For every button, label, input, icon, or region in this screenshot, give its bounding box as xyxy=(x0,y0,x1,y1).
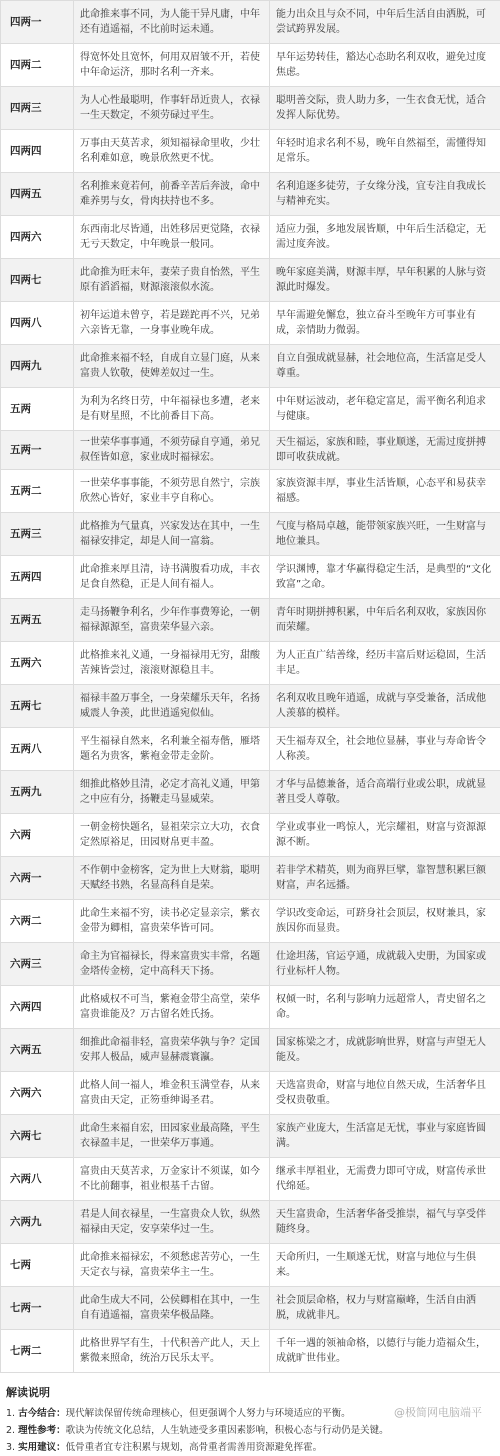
row-weight-cell: 六两二 xyxy=(1,900,74,943)
table-row xyxy=(1,431,500,470)
row-weight-cell: 五两一 xyxy=(1,431,74,470)
table-row xyxy=(1,986,500,1029)
table-row xyxy=(1,302,500,345)
table-row xyxy=(1,642,500,685)
row-verse-cell: 此命推来事不同，为人能干异凡庸，中年还有逍遥福，不比前时运未通。 xyxy=(74,1,270,44)
row-verse-cell: 一朝金榜快题名，显祖荣宗立大功，衣食定然原裕足，田园财帛更丰盈。 xyxy=(74,814,270,857)
row-interpretation-cell: 天选富贵命，财富与地位自然天成，生活奢华且受权贵敬重。 xyxy=(270,1072,500,1115)
row-verse-cell: 福禄丰盈万事全，一身荣耀乐天年，名扬威震人争羡，此世逍遥宛似仙。 xyxy=(74,685,270,728)
note-label: 古今结合 xyxy=(18,1408,56,1419)
row-weight-cell: 四两一 xyxy=(1,1,74,44)
row-weight-cell: 六两八 xyxy=(1,1158,74,1201)
note-number: 1. xyxy=(6,1408,15,1419)
row-verse-cell: 此格推为气量真，兴家发达在其中，一生福禄安排定，却是人间一富翁。 xyxy=(74,513,270,556)
table-row xyxy=(1,814,500,857)
row-weight-cell: 六两 xyxy=(1,814,74,857)
row-interpretation-cell: 聪明善交际，贵人助力多，一生衣食无忧，适合发挥人际优势。 xyxy=(270,87,500,130)
row-verse-cell: 万事由天莫苦求，须知福禄命里收，少壮名利难如意，晚景欣然更不忧。 xyxy=(74,130,270,173)
table-row xyxy=(1,1115,500,1158)
table-row xyxy=(1,1287,500,1330)
table-row xyxy=(1,685,500,728)
row-weight-cell: 五两七 xyxy=(1,685,74,728)
row-interpretation-cell: 晚年家庭美满，财源丰厚，早年积累的人脉与资源此时爆发。 xyxy=(270,259,500,302)
row-verse-cell: 细推此命福非轻，富贵荣华孰与争？定国安邦人极品，威声显赫震寰瀛。 xyxy=(74,1029,270,1072)
row-interpretation-cell: 中年财运波动，老年稳定富足，需平衡名利追求与健康。 xyxy=(270,388,500,431)
row-verse-cell: 此格人间一福人，堆金积玉满堂春，从来富贵由天定，正笏垂绅谒圣君。 xyxy=(74,1072,270,1115)
row-weight-cell: 四两九 xyxy=(1,345,74,388)
row-interpretation-cell: 家族资源丰厚，事业生活皆顺，心态平和易获幸福感。 xyxy=(270,470,500,513)
table-row xyxy=(1,1244,500,1287)
note-label: 理性参考 xyxy=(18,1425,56,1436)
note-number: 3. xyxy=(6,1442,15,1453)
table-row xyxy=(1,216,500,259)
row-verse-cell: 此命生成大不同，公侯卿相在其中，一生自有逍遥福，富贵荣华极品隆。 xyxy=(74,1287,270,1330)
row-interpretation-cell: 若非学术精英，则为商界巨擘，靠智慧积累巨额财富，声名远播。 xyxy=(270,857,500,900)
table-row xyxy=(1,771,500,814)
row-interpretation-cell: 学识改变命运，可跻身社会顶层，权财兼具，家族因你而显贵。 xyxy=(270,900,500,943)
row-weight-cell: 四两四 xyxy=(1,130,74,173)
row-verse-cell: 君是人间衣禄星，一生富贵众人钦，纵然福禄由天定，安享荣华过一生。 xyxy=(74,1201,270,1244)
row-weight-cell: 五两 xyxy=(1,388,74,431)
row-verse-cell: 此命推来福不轻，自成自立显门庭，从来富贵人钦敬，使婢差奴过一生。 xyxy=(74,345,270,388)
table-row xyxy=(1,130,500,173)
row-verse-cell: 此命推来福禄宏，不须愁虑苦劳心，一生天定衣与禄，富贵荣华主一生。 xyxy=(74,1244,270,1287)
row-interpretation-cell: 早年需避免懈怠，独立奋斗至晚年方可事业有成，亲情助力微弱。 xyxy=(270,302,500,345)
table-row xyxy=(1,345,500,388)
row-verse-cell: 为人心性最聪明，作事轩昂近贵人，衣禄一生天数定，不须劳碌过平生。 xyxy=(74,87,270,130)
note-item: 2. 理性参考：歌诀为传统文化总结，人生轨迹受多重因素影响，积极心态与行动仍是关键。 xyxy=(6,1422,492,1439)
table-row xyxy=(1,513,500,556)
row-interpretation-cell: 天生福运，家族和睦，事业顺遂，无需过度拼搏即可收获成就。 xyxy=(270,431,500,470)
table-row xyxy=(1,943,500,986)
table-body xyxy=(1,1,500,1373)
row-verse-cell: 为利为名终日劳，中年福禄也多遭，老来是有财星照，不比前番目下高。 xyxy=(74,388,270,431)
table-row xyxy=(1,900,500,943)
table-row xyxy=(1,1,500,44)
table-row xyxy=(1,1201,500,1244)
row-weight-cell: 四两三 xyxy=(1,87,74,130)
row-weight-cell: 六两四 xyxy=(1,986,74,1029)
row-weight-cell: 六两五 xyxy=(1,1029,74,1072)
notes-title: 解读说明 xyxy=(6,1384,492,1401)
row-interpretation-cell: 仕途坦荡，官运亨通，成就载入史册，为国家或行业标杆人物。 xyxy=(270,943,500,986)
note-text: 歌诀为传统文化总结，人生轨迹受多重因素影响，积极心态与行动仍是关键。 xyxy=(66,1425,389,1436)
row-verse-cell: 名利推来竟若何，前番辛苦后奔波，命中难养男与女，骨肉扶持也不多。 xyxy=(74,173,270,216)
table-row xyxy=(1,556,500,599)
row-weight-cell: 四两五 xyxy=(1,173,74,216)
row-verse-cell: 平生福禄自然来，名利兼全福寿偕，雁塔题名为贵客，紫袍金带走金阶。 xyxy=(74,728,270,771)
row-interpretation-cell: 继承丰厚祖业，无需费力即可守成，财富传承世代绵延。 xyxy=(270,1158,500,1201)
table-row xyxy=(1,173,500,216)
row-verse-cell: 此命推来厚且清，诗书满腹看功成，丰衣足食自然稳，正是人间有福人。 xyxy=(74,556,270,599)
note-text: 现代解读保留传统命理核心，但更强调个人努力与环境适应的平衡。 xyxy=(66,1408,351,1419)
row-interpretation-cell: 适应力强，多地发展皆顺，中年后生活稳定，无需过度奔波。 xyxy=(270,216,500,259)
row-interpretation-cell: 名利双收且晚年逍遥，成就与享受兼备，活成他人羡慕的模样。 xyxy=(270,685,500,728)
row-verse-cell: 细推此格妙且清，必定才高礼义通，甲第之中应有分，扬鞭走马显威荣。 xyxy=(74,771,270,814)
row-verse-cell: 此命推为旺末年，妻荣子贵自怡然，平生原有滔滔福，财源滚滚似水流。 xyxy=(74,259,270,302)
row-weight-cell: 五两二 xyxy=(1,470,74,513)
row-weight-cell: 六两六 xyxy=(1,1072,74,1115)
row-verse-cell: 此格世界罕有生，十代积善产此人，天上紫微来照命，统治万民乐太平。 xyxy=(74,1330,270,1373)
row-verse-cell: 此命生来福不穷，读书必定显亲宗，紫衣金带为卿相，富贵荣华皆可同。 xyxy=(74,900,270,943)
note-number: 2. xyxy=(6,1425,15,1436)
row-interpretation-cell: 国家栋梁之才，成就影响世界，财富与声望无人能及。 xyxy=(270,1029,500,1072)
row-interpretation-cell: 自立自强成就显赫，社会地位高，生活富足受人尊重。 xyxy=(270,345,500,388)
row-weight-cell: 六两七 xyxy=(1,1115,74,1158)
row-interpretation-cell: 学业或事业一鸣惊人，光宗耀祖，财富与资源源源不断。 xyxy=(270,814,500,857)
row-verse-cell: 不作朝中金榜客，定为世上大财翁，聪明天赋经书熟，名显高科自是荣。 xyxy=(74,857,270,900)
note-label: 实用建议 xyxy=(18,1442,56,1453)
row-verse-cell: 一世荣华事事能，不须劳思自然宁，宗族欣然心皆好，家业丰亨自称心。 xyxy=(74,470,270,513)
row-weight-cell: 七两二 xyxy=(1,1330,74,1373)
row-weight-cell: 五两六 xyxy=(1,642,74,685)
table-row xyxy=(1,1072,500,1115)
note-item: 3. 实用建议：低骨重者宜专注积累与规划，高骨重者需善用资源避免挥霍。 xyxy=(6,1439,492,1456)
row-interpretation-cell: 年轻时追求名利不易，晚年自然福至，需懂得知足常乐。 xyxy=(270,130,500,173)
row-weight-cell: 六两一 xyxy=(1,857,74,900)
watermark: @极简网电脑端平 xyxy=(394,1404,482,1420)
table-row xyxy=(1,388,500,431)
row-weight-cell: 五两九 xyxy=(1,771,74,814)
row-verse-cell: 走马扬鞭争利名，少年作事费筹论，一朝福禄源源至，富贵荣华显六亲。 xyxy=(74,599,270,642)
table-row xyxy=(1,470,500,513)
row-weight-cell: 四两七 xyxy=(1,259,74,302)
row-weight-cell: 七两一 xyxy=(1,1287,74,1330)
row-interpretation-cell: 名利追逐多徒劳，子女缘分浅，宜专注自我成长与精神充实。 xyxy=(270,173,500,216)
row-verse-cell: 此格推来礼义通，一身福禄用无穷，甜酸苦辣皆尝过，滚滚财源稳且丰。 xyxy=(74,642,270,685)
row-interpretation-cell: 学识渊博，靠才华赢得稳定生活，是典型的“文化致富”之命。 xyxy=(270,556,500,599)
row-interpretation-cell: 能力出众且与众不同，中年后生活自由洒脱，可尝试跨界发展。 xyxy=(270,1,500,44)
row-interpretation-cell: 天命所归，一生顺遂无忧，财富与地位与生俱来。 xyxy=(270,1244,500,1287)
row-weight-cell: 五两三 xyxy=(1,513,74,556)
note-item: 1. 古今结合：现代解读保留传统命理核心，但更强调个人努力与环境适应的平衡。 xyxy=(6,1405,492,1422)
row-weight-cell: 六两三 xyxy=(1,943,74,986)
row-weight-cell: 六两九 xyxy=(1,1201,74,1244)
row-weight-cell: 五两八 xyxy=(1,728,74,771)
row-interpretation-cell: 才华与品德兼备，适合高端行业或公职，成就显著且受人尊敬。 xyxy=(270,771,500,814)
table-row xyxy=(1,259,500,302)
table-row xyxy=(1,1330,500,1373)
row-weight-cell: 五两五 xyxy=(1,599,74,642)
table-row xyxy=(1,1029,500,1072)
row-interpretation-cell: 早年运势转佳，豁达心态助名利双收，避免过度焦虑。 xyxy=(270,44,500,87)
row-verse-cell: 命主为官福禄长，得来富贵实丰常，名题金塔传金榜，定中高科天下扬。 xyxy=(74,943,270,986)
row-weight-cell: 五两四 xyxy=(1,556,74,599)
row-interpretation-cell: 天生福寿双全，社会地位显赫，事业与寿命皆令人称羡。 xyxy=(270,728,500,771)
row-verse-cell: 一世荣华事事通，不须劳碌自亨通，弟兄叔侄皆如意，家业成时福禄宏。 xyxy=(74,431,270,470)
row-interpretation-cell: 权倾一时，名利与影响力远超常人，青史留名之命。 xyxy=(270,986,500,1029)
row-interpretation-cell: 为人正直广结善缘，经历丰富后财运稳固，生活丰足。 xyxy=(270,642,500,685)
table-row xyxy=(1,44,500,87)
row-interpretation-cell: 气度与格局卓越，能带领家族兴旺，一生财富与地位兼具。 xyxy=(270,513,500,556)
table-row xyxy=(1,857,500,900)
row-interpretation-cell: 千年一遇的领袖命格，以德行与能力造福众生，成就旷世伟业。 xyxy=(270,1330,500,1373)
row-interpretation-cell: 家族产业庞大，生活富足无忧，事业与家庭皆圆满。 xyxy=(270,1115,500,1158)
row-weight-cell: 七两 xyxy=(1,1244,74,1287)
row-verse-cell: 得宽怀处且宽怀，何用双眉皱不开，若使中年命运济，那时名利一齐来。 xyxy=(74,44,270,87)
row-interpretation-cell: 青年时期拼搏积累，中年后名利双收，家族因你而荣耀。 xyxy=(270,599,500,642)
row-weight-cell: 四两六 xyxy=(1,216,74,259)
row-interpretation-cell: 天生富贵命，生活奢华备受推崇，福气与享受伴随终身。 xyxy=(270,1201,500,1244)
row-verse-cell: 初年运道未曾亨，若是蹉跎再不兴，兄弟六亲皆无靠，一身事业晚年成。 xyxy=(74,302,270,345)
table-row xyxy=(1,728,500,771)
row-interpretation-cell: 社会顶层命格，权力与财富巅峰，生活自由洒脱，成就非凡。 xyxy=(270,1287,500,1330)
row-verse-cell: 东西南北尽皆通，出姓移居更觉隆，衣禄无亏天数定，中年晚景一般同。 xyxy=(74,216,270,259)
row-verse-cell: 此命生来福自宏，田园家业最高隆，平生衣禄盈丰足，一世荣华万事通。 xyxy=(74,1115,270,1158)
note-text: 低骨重者宜专注积累与规划，高骨重者需善用资源避免挥霍。 xyxy=(66,1442,323,1453)
row-verse-cell: 富贵由天莫苦求，万金家计不须谋，如今不比前翻事，祖业根基千古留。 xyxy=(74,1158,270,1201)
table-row xyxy=(1,599,500,642)
row-weight-cell: 四两二 xyxy=(1,44,74,87)
row-verse-cell: 此格威权不可当，紫袍金带尘高堂，荣华富贵谁能及？万古留名姓氏扬。 xyxy=(74,986,270,1029)
table-row xyxy=(1,87,500,130)
row-weight-cell: 四两八 xyxy=(1,302,74,345)
table-row xyxy=(1,1158,500,1201)
